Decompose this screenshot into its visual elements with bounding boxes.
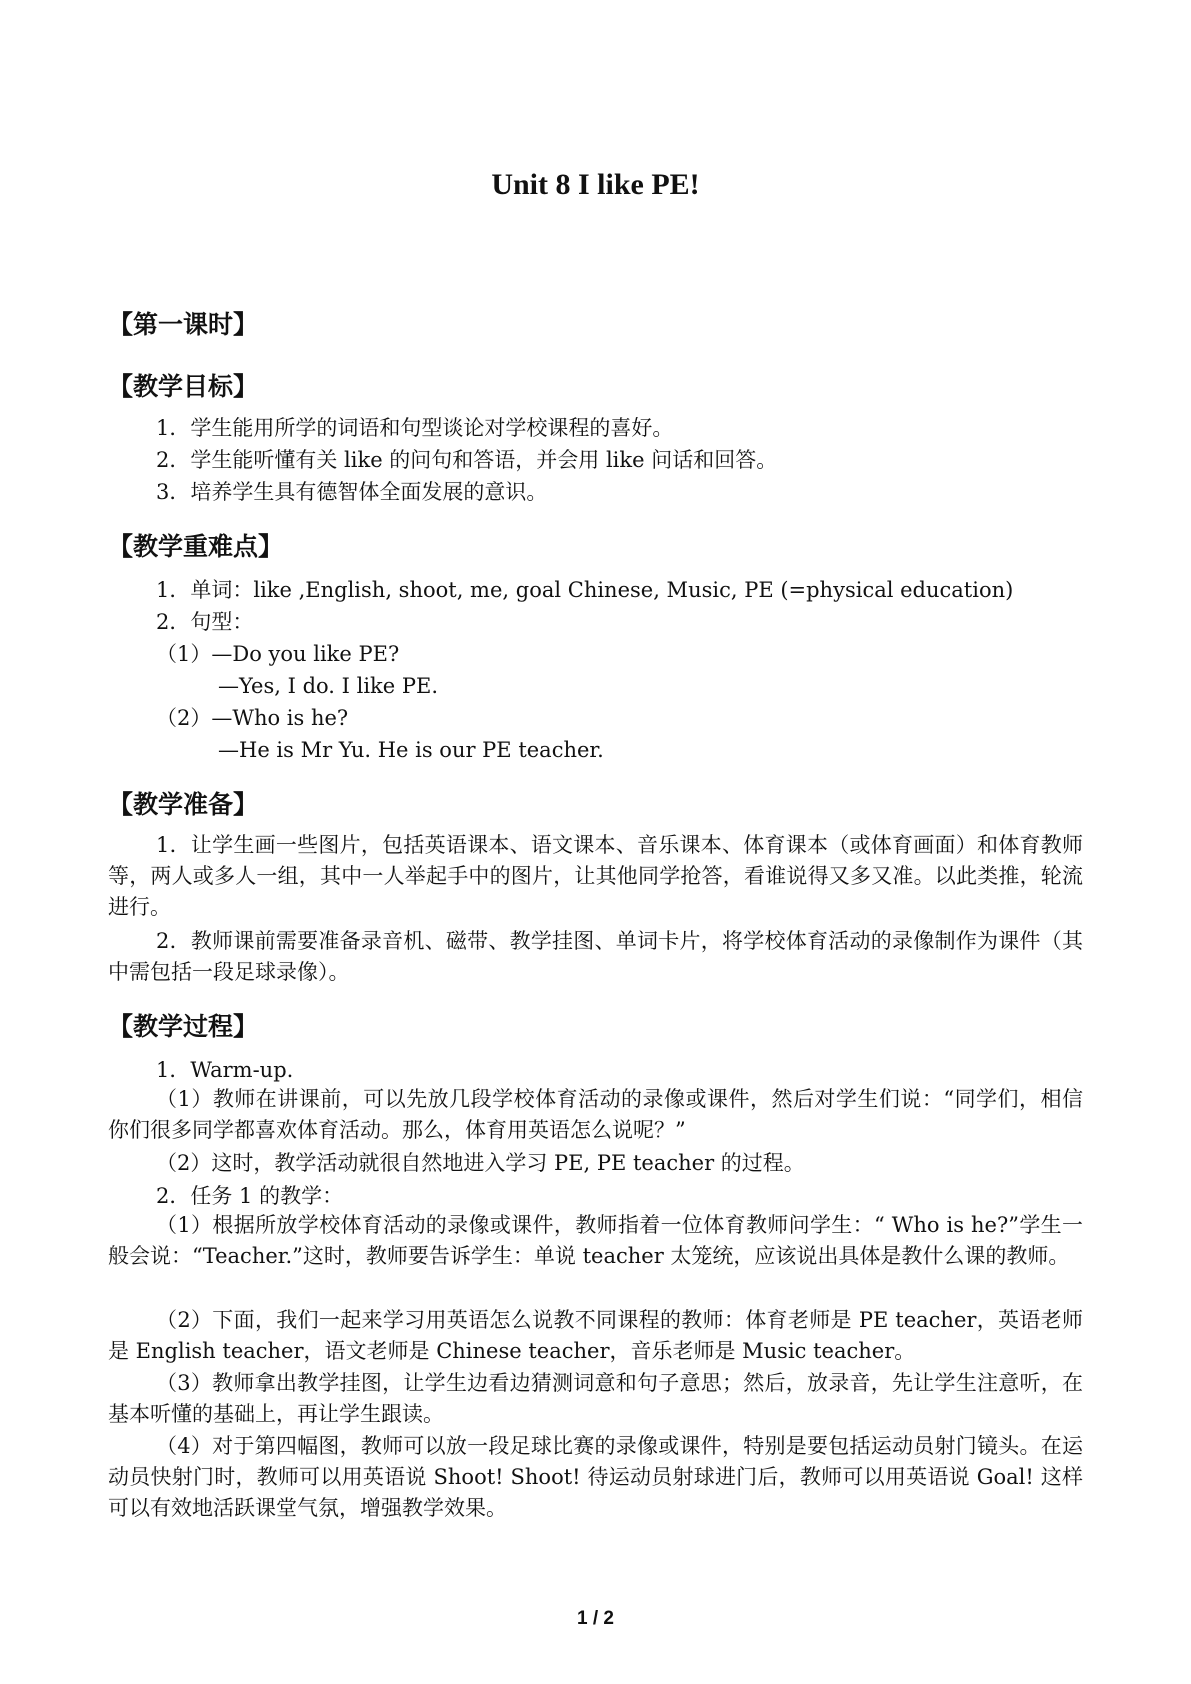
dialogue-question: （2）—Who is he? — [156, 706, 349, 730]
dialogue-answer: —Yes, I do. I like PE. — [218, 674, 438, 698]
process-paragraph: （2）下面，我们一起来学习用英语怎么说教不同课程的教师：体育老师是 PE teacher，英语老师是 English teacher，语文老师是 Chinese teacher，音乐老师是 Music teacher。 — [108, 1308, 1083, 1363]
process-paragraph: （1）教师在讲课前，可以先放几段学校体育活动的录像或课件，然后对学生们说：“同学们，相信你们很多同学都喜欢体育活动。那么，体育用英语怎么说呢？” — [108, 1087, 1083, 1142]
process-heading: 【教学过程】 — [108, 1012, 259, 1041]
patterns-label: 2．句型： — [156, 610, 254, 634]
preparation-paragraph: 2．教师课前需要准备录音机、磁带、教学挂图、单词卡片，将学校体育活动的录像制作为课件（其中需包括一段足球录像）。 — [108, 929, 1083, 984]
page-title: Unit 8 I like PE! — [491, 168, 700, 201]
preparation-paragraph: 1．让学生画一些图片，包括英语课本、语文课本、音乐课本、体育课本（或体育画面）和体育教师等，两人或多人一组，其中一人举起手中的图片，让其他同学抢答，看谁说得又多又准。以此类推，轮流进行。 — [108, 833, 1083, 919]
vocab-line: 1．单词：like ,English, shoot, me, goal Chinese, Music, PE (=physical education) — [156, 578, 1014, 602]
objective-item: 2．学生能听懂有关 like 的问句和答语，并会用 like 问话和回答。 — [156, 448, 778, 472]
process-paragraph: （1）根据所放学校体育活动的录像或课件，教师指着一位体育教师问学生：“ Who is he?”学生一般会说：“Teacher.”这时，教师要告诉学生：单说 teacher 太笼统，应该说出具体是教什么课的教师。 — [108, 1213, 1083, 1268]
dialogue-answer: —He is Mr Yu. He is our PE teacher. — [218, 738, 604, 762]
process-paragraph: （4）对于第四幅图，教师可以放一段足球比赛的录像或课件，特别是要包括运动员射门镜头。在运动员快射门时，教师可以用英语说 Shoot! Shoot! 待运动员射球进门后，教师可以用英语说 Goal! 这样可以有效地活跃课堂气氛，增强教学效果。 — [108, 1434, 1083, 1520]
process-step: 1．Warm-up. — [156, 1058, 294, 1082]
process-step: 2．任务 1 的教学： — [156, 1184, 344, 1208]
page-number: 1 / 2 — [577, 1608, 614, 1629]
dialogue-question: （1）—Do you like PE? — [156, 642, 400, 666]
lesson-heading: 【第一课时】 — [108, 310, 259, 339]
key-points-heading: 【教学重难点】 — [108, 532, 284, 561]
objective-item: 1．学生能用所学的词语和句型谈论对学校课程的喜好。 — [156, 416, 674, 440]
objective-item: 3．培养学生具有德智体全面发展的意识。 — [156, 480, 548, 504]
preparation-heading: 【教学准备】 — [108, 790, 259, 819]
process-paragraph: （2）这时，教学活动就很自然地进入学习 PE, PE teacher 的过程。 — [156, 1151, 805, 1175]
process-paragraph: （3）教师拿出教学挂图，让学生边看边猜测词意和句子意思；然后，放录音，先让学生注意听，在基本听懂的基础上，再让学生跟读。 — [108, 1371, 1083, 1426]
objectives-heading: 【教学目标】 — [108, 372, 259, 401]
